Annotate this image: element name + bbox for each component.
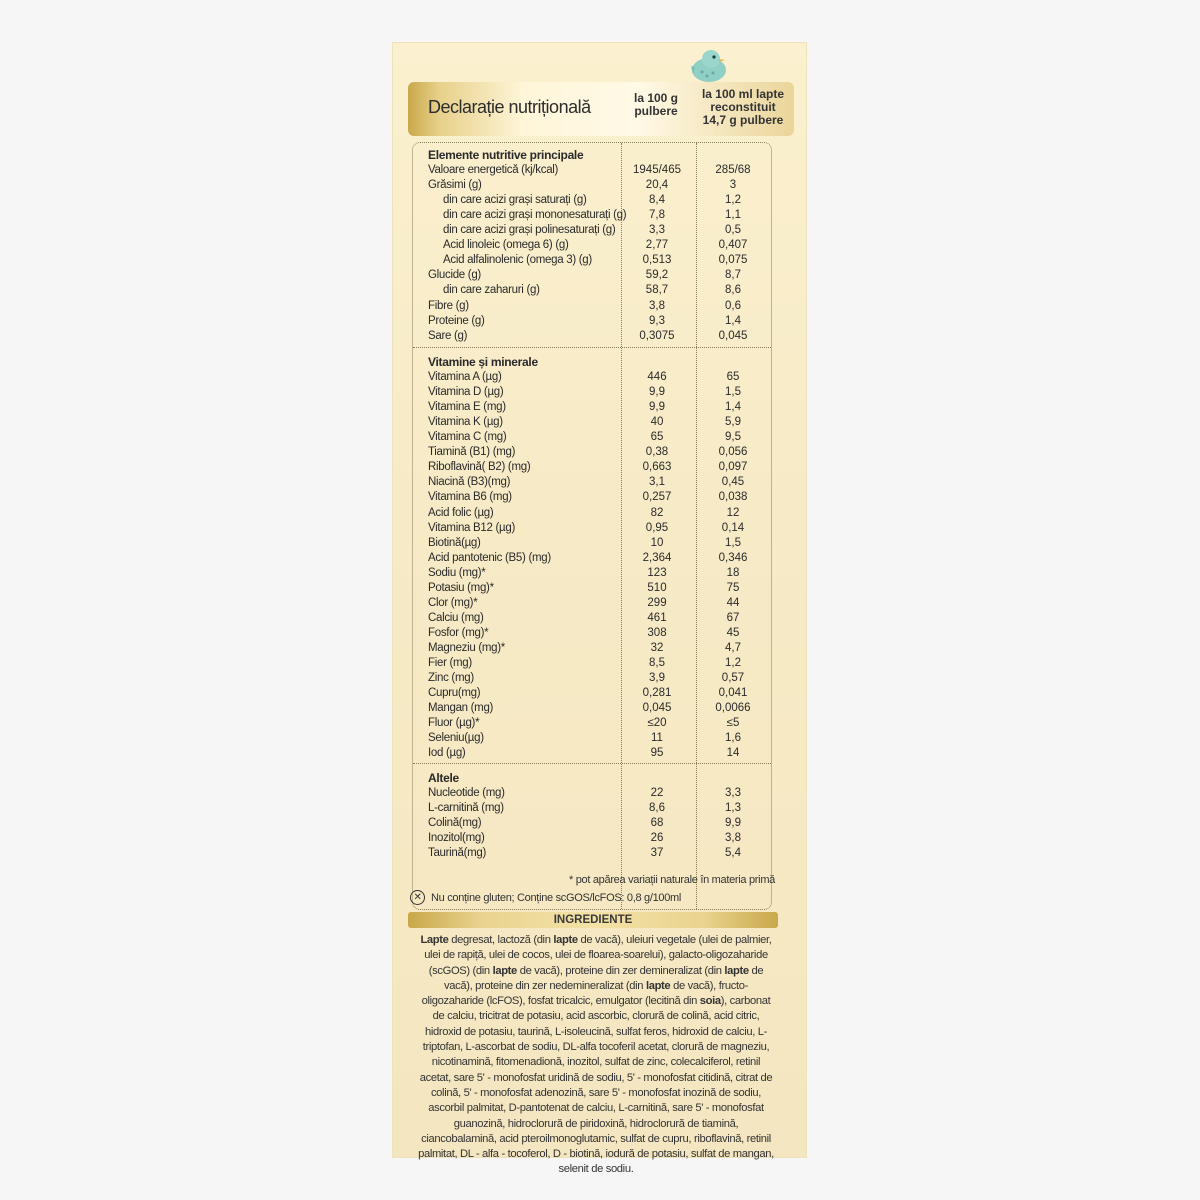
row-label: Fluor (µg)* xyxy=(428,717,480,730)
value-per-100ml: 0,0066 xyxy=(715,702,751,715)
allergen-text: lapte xyxy=(724,964,749,977)
value-per-100g: 8,4 xyxy=(649,194,665,207)
value-per-100ml: 0,097 xyxy=(718,461,748,474)
row-label: Biotină(µg) xyxy=(428,536,481,549)
value-per-100g: 3,9 xyxy=(649,672,665,685)
row-label: Proteine (g) xyxy=(428,314,485,327)
row-label: Clor (mg)* xyxy=(428,596,478,609)
section-title: Altele xyxy=(428,771,459,785)
row-label: Grăsimi (g) xyxy=(428,179,482,192)
row-label: Tiamină (B1) (mg) xyxy=(428,446,516,459)
value-per-100ml: 3,3 xyxy=(725,787,741,800)
value-per-100ml: 3 xyxy=(729,179,737,192)
nutrition-table xyxy=(412,142,772,910)
value-per-100g: 0,663 xyxy=(642,461,672,474)
value-per-100g: 461 xyxy=(647,611,667,624)
table-row xyxy=(413,626,771,641)
value-per-100ml: 0,45 xyxy=(721,476,745,489)
value-per-100ml: 75 xyxy=(726,581,740,594)
value-per-100ml: 1,4 xyxy=(725,401,741,414)
table-row xyxy=(413,314,771,329)
table-row xyxy=(413,831,771,846)
table-row xyxy=(413,846,771,861)
section-divider xyxy=(413,763,771,764)
value-per-100g: 3,1 xyxy=(649,476,665,489)
row-label: din care acizi grași saturați (g) xyxy=(443,194,587,207)
row-label: Fibre (g) xyxy=(428,299,469,312)
table-row xyxy=(413,223,771,238)
value-per-100ml: 4,7 xyxy=(725,641,741,654)
value-per-100g: 0,38 xyxy=(645,446,669,459)
allergen-text: lapte xyxy=(492,964,517,977)
value-per-100g: 0,257 xyxy=(642,491,672,504)
row-label: Acid alfalinolenic (omega 3) (g) xyxy=(443,254,592,267)
row-label: Mangan (mg) xyxy=(428,702,494,715)
value-per-100g: 3,3 xyxy=(649,224,665,237)
table-row xyxy=(413,430,771,445)
value-per-100g: 95 xyxy=(650,747,664,760)
row-label: Colină(mg) xyxy=(428,817,482,830)
value-per-100ml: 1,2 xyxy=(725,194,741,207)
value-per-100g: 0,95 xyxy=(645,521,669,534)
gluten-note xyxy=(410,890,681,905)
value-per-100g: 11 xyxy=(651,732,663,745)
ingredient-text: degresat, lactoză (din xyxy=(448,934,554,946)
table-row xyxy=(413,716,771,731)
value-per-100ml: 5,9 xyxy=(725,416,741,429)
value-per-100g: 20,4 xyxy=(645,179,669,192)
table-row xyxy=(413,238,771,253)
table-row xyxy=(413,415,771,430)
value-per-100g: 9,3 xyxy=(649,314,665,327)
value-per-100ml: 0,5 xyxy=(725,224,741,237)
table-row xyxy=(413,445,771,460)
row-label: Niacină (B3)(mg) xyxy=(428,476,511,489)
value-per-100g: 510 xyxy=(647,581,667,594)
value-per-100g: 0,281 xyxy=(642,687,672,700)
value-per-100g: 2,77 xyxy=(645,239,669,252)
value-per-100ml: 65 xyxy=(726,371,740,384)
value-per-100ml: 0,6 xyxy=(725,299,741,312)
value-per-100g: 9,9 xyxy=(649,401,665,414)
value-per-100ml: 0,056 xyxy=(718,446,748,459)
table-row xyxy=(413,521,771,536)
table-row xyxy=(413,490,771,505)
value-per-100g: 7,8 xyxy=(649,209,665,222)
table-row xyxy=(413,329,771,344)
value-per-100ml: 1,4 xyxy=(725,314,741,327)
allergen-text: soia xyxy=(699,995,721,1008)
value-per-100g: 0,045 xyxy=(642,702,672,715)
value-per-100ml: 0,045 xyxy=(718,329,748,342)
value-per-100g: 10 xyxy=(650,536,664,549)
value-per-100g: 59,2 xyxy=(645,269,669,282)
table-row xyxy=(413,385,771,400)
table-row xyxy=(413,641,771,656)
table-row xyxy=(413,506,771,521)
allergen-text: lapte xyxy=(645,979,671,992)
section-title: Elemente nutritive principale xyxy=(428,148,584,162)
value-per-100g: 8,5 xyxy=(649,657,665,669)
value-per-100ml: 67 xyxy=(726,611,740,624)
ingredient-text: de vacă), proteine din zer demineralizat (din xyxy=(516,964,725,977)
table-row xyxy=(413,178,771,193)
value-per-100g: 3,8 xyxy=(649,299,665,312)
ingredient-text: de vacă), fructo-oligozaharide (lcFOS), fosfat tricalcic, emulgator (lecitină din xyxy=(421,979,748,1008)
value-per-100ml: 1,5 xyxy=(725,536,741,549)
value-per-100ml: 14 xyxy=(726,747,740,760)
row-label: Magneziu (mg)* xyxy=(428,641,505,654)
ingredients-heading: INGREDIENTE xyxy=(408,912,778,928)
table-row xyxy=(413,611,771,626)
column-header-per-100g: la 100 g pulbere xyxy=(633,91,679,118)
value-per-100g: 26 xyxy=(650,832,664,845)
value-per-100g: 65 xyxy=(650,431,664,444)
table-row xyxy=(413,163,771,178)
value-per-100g: 0,513 xyxy=(642,254,672,267)
value-per-100ml: 1,2 xyxy=(725,657,741,669)
value-per-100ml: 18 xyxy=(726,566,740,579)
row-label: Taurină(mg) xyxy=(428,847,487,860)
row-label: Riboflavină( B2) (mg) xyxy=(428,461,531,474)
value-per-100g: 308 xyxy=(647,626,667,639)
table-row xyxy=(413,193,771,208)
value-per-100g: 82 xyxy=(650,506,664,519)
ingredients-text xyxy=(416,933,776,1178)
row-label: din care zaharuri (g) xyxy=(443,284,540,297)
allergen-text: Lapte xyxy=(420,934,449,946)
table-row xyxy=(413,253,771,268)
value-per-100g: 0,3075 xyxy=(639,329,675,342)
row-label: Calciu (mg) xyxy=(428,611,484,624)
table-row xyxy=(413,460,771,475)
ingredient-text: de vacă), proteine din zer nedemineralizat (din xyxy=(444,964,764,992)
value-per-100ml: 285/68 xyxy=(715,164,751,177)
table-row xyxy=(413,686,771,701)
value-per-100g: 446 xyxy=(647,371,667,384)
table-row xyxy=(413,475,771,490)
value-per-100g: 8,6 xyxy=(649,802,665,815)
row-label: din care acizi grași mononesaturați (g) xyxy=(443,209,627,222)
row-label: Nucleotide (mg) xyxy=(428,787,505,800)
value-per-100g: 2,364 xyxy=(642,551,672,564)
row-label: Inozitol(mg) xyxy=(428,832,485,845)
row-label: Zinc (mg) xyxy=(428,672,474,685)
row-label: Fosfor (mg)* xyxy=(428,626,489,639)
row-label: Vitamina C (mg) xyxy=(428,431,507,444)
page-title: Declarație nutrițională xyxy=(428,97,591,117)
value-per-100ml: 5,4 xyxy=(725,847,741,860)
value-per-100ml: 0,041 xyxy=(718,687,748,700)
value-per-100ml: 45 xyxy=(726,626,740,639)
value-per-100ml: 9,9 xyxy=(725,817,741,830)
allergen-text: lapte xyxy=(553,934,578,946)
value-per-100ml: 3,8 xyxy=(725,832,741,845)
row-label: Sare (g) xyxy=(428,329,468,342)
table-row xyxy=(413,581,771,596)
value-per-100ml: 8,6 xyxy=(725,284,741,297)
row-label: Vitamina K (µg) xyxy=(428,416,503,429)
row-label: Glucide (g) xyxy=(428,269,481,282)
row-label: Vitamina B12 (µg) xyxy=(428,521,515,534)
row-label: Valoare energetică (kj/kcal) xyxy=(428,164,559,177)
table-row xyxy=(413,596,771,611)
row-label: Acid folic (µg) xyxy=(428,506,494,519)
gluten-free-icon: ✕ xyxy=(410,890,425,905)
table-row xyxy=(413,566,771,581)
value-per-100g: 58,7 xyxy=(645,284,669,297)
table-row xyxy=(413,731,771,746)
footnote: * pot apărea variații naturale în materia primă xyxy=(568,874,775,886)
section-title: Vitamine și minerale xyxy=(428,355,538,369)
header-bar xyxy=(408,82,794,136)
table-row xyxy=(413,268,771,283)
value-per-100g: 22 xyxy=(650,787,664,800)
mascot-icon xyxy=(687,46,731,84)
value-per-100ml: ≤5 xyxy=(726,717,740,730)
table-row xyxy=(413,746,771,761)
value-per-100ml: 8,7 xyxy=(725,269,741,282)
table-row xyxy=(413,208,771,223)
table-row xyxy=(413,786,771,801)
table-row xyxy=(413,671,771,686)
section-divider xyxy=(413,347,771,348)
row-label: L-carnitină (mg) xyxy=(428,802,504,815)
value-per-100ml: 0,14 xyxy=(721,521,745,534)
row-label: Acid linoleic (omega 6) (g) xyxy=(443,239,569,252)
value-per-100g: 1945/465 xyxy=(633,164,681,177)
row-label: Vitamina A (µg) xyxy=(428,371,502,384)
value-per-100ml: 1,6 xyxy=(725,732,741,745)
row-label: Fier (mg) xyxy=(428,657,472,669)
value-per-100ml: 44 xyxy=(726,596,740,609)
value-per-100ml: 0,346 xyxy=(718,551,748,564)
row-label: Acid pantotenic (B5) (mg) xyxy=(428,551,551,564)
row-label: Seleniu(µg) xyxy=(428,732,484,745)
table-row xyxy=(413,656,771,671)
row-label: Vitamina B6 (mg) xyxy=(428,491,512,504)
value-per-100ml: 0,075 xyxy=(718,254,748,267)
gluten-note-text: Nu conține gluten; Conține scGOS/lcFOS: 0,8 g/100ml xyxy=(431,891,682,904)
row-label: Vitamina D (µg) xyxy=(428,386,504,399)
nutrition-panel xyxy=(392,42,807,1176)
table-row xyxy=(413,816,771,831)
value-per-100g: 299 xyxy=(647,596,667,609)
value-per-100g: 68 xyxy=(650,817,664,830)
row-label: Vitamina E (mg) xyxy=(428,401,506,414)
table-row xyxy=(413,551,771,566)
value-per-100ml: 0,038 xyxy=(718,491,748,504)
value-per-100g: 9,9 xyxy=(649,386,665,399)
row-label: Potasiu (mg)* xyxy=(428,581,494,594)
table-row xyxy=(413,370,771,385)
ingredient-text: de vacă), uleiuri vegetale (ulei de palmier, ulei de rapiță, ulei de cocos, ulei de floarea-soarelui), galacto-oligozaharide (scGOS) (din xyxy=(424,934,772,977)
value-per-100ml: 12 xyxy=(726,506,740,519)
value-per-100g: 40 xyxy=(650,416,664,429)
value-per-100ml: 0,57 xyxy=(721,672,745,685)
value-per-100ml: 1,3 xyxy=(725,802,741,815)
value-per-100ml: 0,407 xyxy=(718,239,748,252)
row-label: Cupru(mg) xyxy=(428,687,481,700)
table-row xyxy=(413,283,771,298)
table-row xyxy=(413,299,771,314)
value-per-100ml: 1,1 xyxy=(725,209,741,222)
value-per-100ml: 9,5 xyxy=(725,431,741,444)
value-per-100ml: 1,5 xyxy=(725,386,741,399)
row-label: Sodiu (mg)* xyxy=(428,566,486,579)
table-row xyxy=(413,701,771,716)
value-per-100g: 123 xyxy=(647,566,667,579)
column-header-per-100ml: la 100 ml lapte reconstituit 14,7 g pulbere xyxy=(701,87,785,127)
value-per-100g: ≤20 xyxy=(647,717,667,730)
table-row xyxy=(413,801,771,816)
row-label: din care acizi grași polinesaturați (g) xyxy=(443,224,616,237)
table-row xyxy=(413,400,771,415)
row-label: Iod (µg) xyxy=(428,747,466,760)
table-row xyxy=(413,536,771,551)
value-per-100g: 32 xyxy=(650,641,664,654)
ingredient-text: ), carbonat de calciu, tricitrat de potasiu, acid ascorbic, clorură de colină, acid citric, hidroxid de potasiu, taurină, L-isoleucină, sulfat feros, hidroxid de calciu, L-triptofan, L-ascorbat de sodiu, DL-alfa tocoferil acetat, clorură de magneziu, nicotinamină, fitomenadionă, inozitol, sulfat de zinc, colecalciferol, retinil acetat, sare 5' - monofosfat uridină de sodiu, 5' - monofosfat citidină, citrat de colină, 5' - monofosfat adenozină, sare 5' - monofosfat inozină de sodiu, ascorbil palmitat, D-pantotenat de calciu, L-carnitină, sare 5' - monofosfat guanozină, hidroclorură de piridoxină, hidroclorură de tiamină, ciancobalamină, acid pteroilmonoglutamic, sulfat de cupru, riboflavină, retinil palmitat, DL - alfa - tocoferol, D - biotină, iodură de potasiu, sulfat de mangan, selenit de sodiu. xyxy=(418,995,774,1176)
value-per-100g: 37 xyxy=(650,847,664,860)
